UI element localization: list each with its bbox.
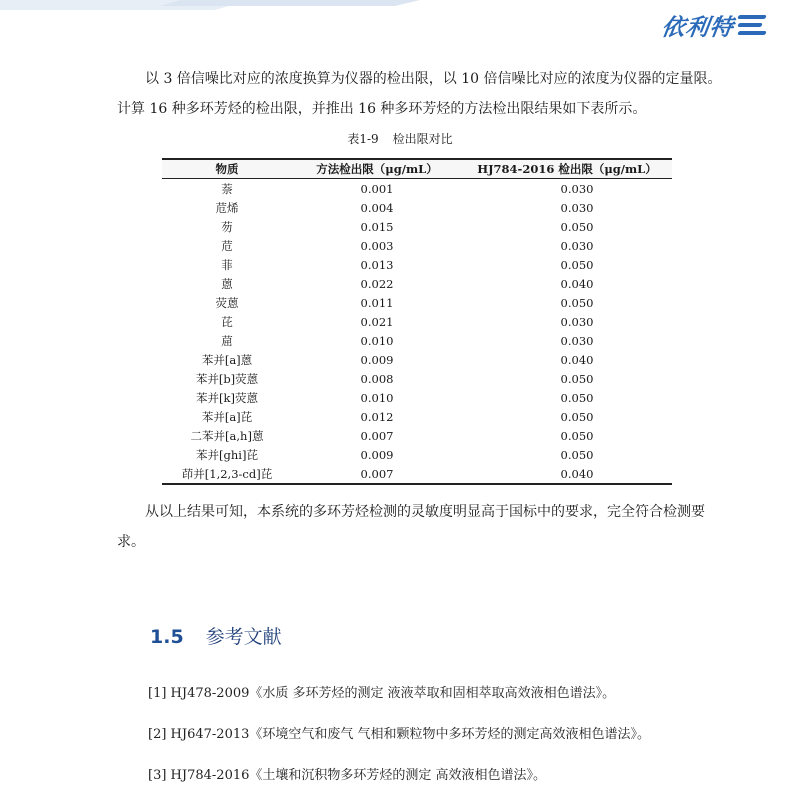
table-row <box>162 331 672 350</box>
table-caption <box>0 130 800 147</box>
table-row <box>162 179 672 199</box>
cell-standard-limit: 0.030 <box>560 333 594 348</box>
table-row <box>162 407 672 426</box>
table-row <box>162 274 672 293</box>
cell-standard-limit: 0.030 <box>560 181 594 196</box>
cell-method-limit: 0.009 <box>360 352 394 367</box>
cell-standard-limit: 0.030 <box>560 200 594 215</box>
table-row <box>162 312 672 331</box>
cell-standard-limit: 0.050 <box>560 390 594 405</box>
section-number: 1.5 <box>150 626 184 648</box>
cell-standard-limit: 0.050 <box>560 428 594 443</box>
table-row <box>162 255 672 274</box>
table-caption-title: 检出限对比 <box>392 132 453 146</box>
column-header-method-limit: 方法检出限（μg/mL） <box>292 159 462 179</box>
cell-method-limit: 0.004 <box>360 200 394 215</box>
table-row <box>162 198 672 217</box>
table-row <box>162 426 672 445</box>
cell-standard-limit: 0.050 <box>560 447 594 462</box>
cell-method-limit: 0.012 <box>360 409 394 424</box>
cell-method-limit: 0.009 <box>360 447 394 462</box>
cell-substance: 苯并[a]蒽 <box>201 352 253 367</box>
cell-standard-limit: 0.050 <box>560 257 594 272</box>
reference-item: [2] HJ647-2013《环境空气和废气 气相和颗粒物中多环芳烃的测定高效液相色谱法》。 <box>148 727 651 742</box>
cell-method-limit: 0.010 <box>360 333 394 348</box>
cell-standard-limit: 0.030 <box>560 314 594 329</box>
cell-method-limit: 0.001 <box>360 181 394 196</box>
cell-substance: 苯并[k]荧蒽 <box>196 390 258 405</box>
cell-method-limit: 0.022 <box>360 276 394 291</box>
cell-substance: 䓛 <box>221 333 233 348</box>
cell-standard-limit: 0.040 <box>560 466 594 481</box>
cell-method-limit: 0.013 <box>360 257 394 272</box>
cell-standard-limit: 0.050 <box>560 409 594 424</box>
table-header-row <box>162 159 672 179</box>
table-row <box>162 350 672 369</box>
cell-substance: 萘 <box>221 181 233 196</box>
cell-substance: 芴 <box>221 219 233 234</box>
column-header-standard-limit: HJ784-2016 检出限（μg/mL） <box>462 159 672 179</box>
cell-method-limit: 0.021 <box>360 314 394 329</box>
cell-substance: 二苯并[a,h]蒽 <box>190 428 264 443</box>
conclusion-paragraph: 从以上结果可知，本系统的多环芳烃检测的灵敏度明显高于国标中的要求，完全符合检测要求。 <box>117 504 705 550</box>
cell-substance: 荧蒽 <box>215 295 239 310</box>
cell-method-limit: 0.011 <box>360 295 394 310</box>
logo-lines-icon <box>738 13 768 37</box>
column-header-substance: 物质 <box>162 159 292 179</box>
table-row <box>162 388 672 407</box>
cell-standard-limit: 0.040 <box>560 352 594 367</box>
cell-substance: 苊烯 <box>215 200 239 215</box>
table-caption-id: 表1-9 <box>347 132 379 146</box>
brand-logo <box>659 8 768 42</box>
cell-substance: 茚并[1,2,3-cd]芘 <box>181 466 273 481</box>
reference-item: [3] HJ784-2016《土壤和沉积物多环芳烃的测定 高效液相色谱法》。 <box>148 768 547 783</box>
logo-text: 依利特 <box>659 14 736 41</box>
cell-method-limit: 0.007 <box>360 428 394 443</box>
cell-standard-limit: 0.050 <box>560 371 594 386</box>
cell-method-limit: 0.015 <box>360 219 394 234</box>
cell-substance: 菲 <box>221 257 233 272</box>
cell-standard-limit: 0.050 <box>560 295 594 310</box>
detection-limit-table <box>162 158 672 485</box>
table-row <box>162 445 672 464</box>
cell-standard-limit: 0.050 <box>560 219 594 234</box>
table-row <box>162 369 672 388</box>
reference-item: [1] HJ478-2009《水质 多环芳烃的测定 液液萃取和固相萃取高效液相色谱法》。 <box>148 686 616 701</box>
intro-paragraph: 以 3 倍信噪比对应的浓度换算为仪器的检出限，以 10 倍信噪比对应的浓度为仪器的定量限。计算 16 种多环芳烃的检出限，并推出 16 种多环芳烃的方法检出限结果如下表所示。 <box>117 71 722 117</box>
cell-substance: 苯并[b]荧蒽 <box>195 371 259 386</box>
table-row <box>162 293 672 312</box>
cell-substance: 苯并[ghi]芘 <box>196 447 258 462</box>
table-row <box>162 464 672 484</box>
cell-method-limit: 0.010 <box>360 390 394 405</box>
cell-method-limit: 0.007 <box>360 466 394 481</box>
cell-substance: 苯并[a]芘 <box>201 409 253 424</box>
cell-substance: 蒽 <box>221 276 233 291</box>
section-title: 参考文献 <box>205 626 282 648</box>
cell-substance: 芘 <box>221 314 233 329</box>
cell-standard-limit: 0.030 <box>560 238 594 253</box>
cell-method-limit: 0.008 <box>360 371 394 386</box>
table-row <box>162 236 672 255</box>
cell-method-limit: 0.003 <box>360 238 394 253</box>
section-heading <box>150 622 282 649</box>
cell-standard-limit: 0.040 <box>560 276 594 291</box>
table-row <box>162 217 672 236</box>
cell-substance: 苊 <box>221 238 233 253</box>
